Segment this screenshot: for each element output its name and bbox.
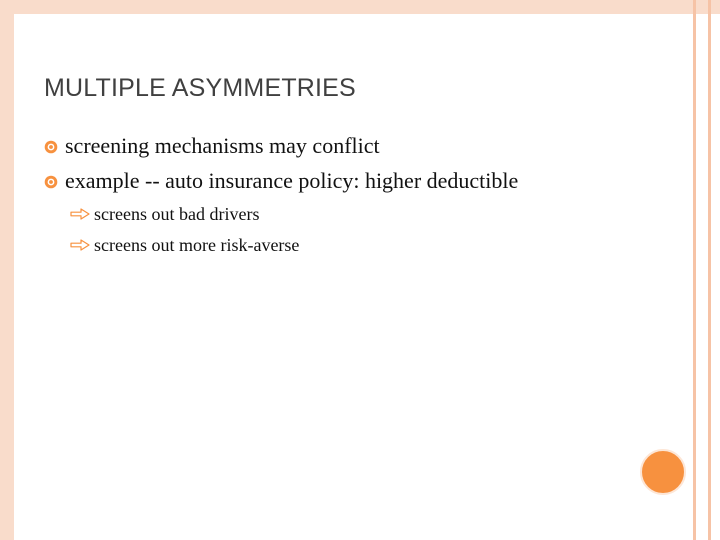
gear-bullet-icon — [44, 175, 58, 189]
sub-bullet-list — [44, 203, 518, 265]
bullet-text: example -- auto insurance policy: higher deductible — [65, 168, 519, 193]
right-decorative-rule — [693, 0, 696, 540]
sub-bullet-text: screens out more risk-averse — [94, 235, 300, 255]
slide-title: MULTIPLE ASYMMETRIES — [44, 74, 356, 102]
sub-bullet-group — [44, 203, 518, 265]
top-decorative-band — [0, 0, 720, 14]
arrow-bullet-icon — [70, 208, 90, 220]
right-decorative-rule — [708, 0, 711, 540]
bullet-text: screening mechanisms may conflict — [65, 133, 380, 158]
bullet-list — [44, 133, 518, 265]
sub-bullet-text: screens out bad drivers — [94, 204, 260, 224]
orange-circle-decoration — [640, 449, 686, 495]
bullet-item — [44, 168, 518, 203]
bullet-item — [44, 133, 518, 168]
left-decorative-band — [0, 0, 14, 540]
sub-bullet-item — [44, 203, 518, 234]
gear-bullet-icon — [44, 140, 58, 154]
arrow-bullet-icon — [70, 239, 90, 251]
sub-bullet-item — [44, 234, 518, 265]
